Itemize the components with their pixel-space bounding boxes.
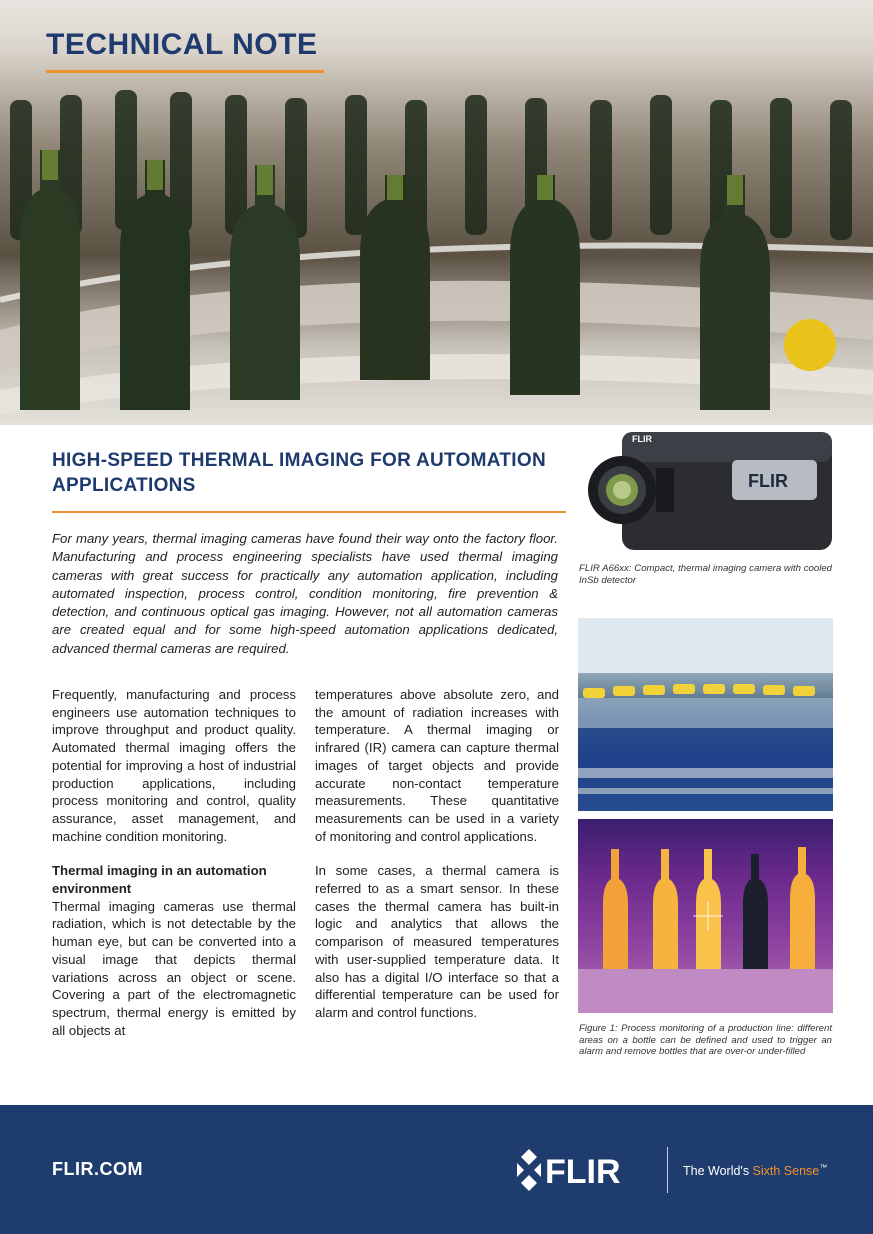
left-column bbox=[52, 686, 296, 1056]
left-paragraph-2: Thermal imaging cameras use thermal radiation, which is not detectable by the human eye, but can be converted into a visual image that depicts thermal variations across an object or scene. Covering a part of the electromagnetic spectrum, thermal energy is emitted by all objects at bbox=[52, 898, 296, 1038]
figure1-caption: Figure 1: Process monitoring of a production line: different areas on a bottle can be defined and used to trigger an alarm and remove bottles that are over-or under-filled bbox=[579, 1023, 832, 1057]
flir-camera-image bbox=[582, 420, 837, 555]
flir-logo[interactable] bbox=[515, 1147, 650, 1193]
footer-url-link[interactable]: FLIR.COM bbox=[52, 1159, 143, 1179]
right-paragraph-1: temperatures above absolute zero, and the amount of radiation increases with temperature. A thermal imaging or infrared (IR) camera can capture thermal images of target objects and provide accurate non-contact temperature measurements. These quantitative measurements can be used in a variety of monitoring and control applications. bbox=[315, 687, 559, 844]
right-column bbox=[315, 686, 559, 1039]
bottle-conveyor-illustration bbox=[0, 0, 873, 425]
left-paragraph-1: Frequently, manufacturing and process engineers use automation techniques to improve throughput and product quality. Automated thermal imaging offers the potential for improving a host of industrial production applications, including process monitoring and control, quality assurance, asset management, and machine condition monitoring. bbox=[52, 687, 296, 844]
title-underline bbox=[46, 70, 324, 73]
tagline-trademark: ™ bbox=[819, 1163, 828, 1172]
camera-caption: FLIR A66xx: Compact, thermal imaging camera with cooled InSb detector bbox=[579, 563, 832, 586]
section-subheading: Thermal imaging in an automation environment bbox=[52, 863, 267, 897]
tagline-accent: Sixth Sense bbox=[752, 1164, 820, 1179]
camera-top-logo: FLIR bbox=[632, 434, 652, 444]
flir-logo-text: FLIR bbox=[545, 1153, 621, 1191]
title-divider bbox=[52, 511, 566, 513]
flir-logo-icon bbox=[517, 1149, 541, 1191]
footer-tagline bbox=[683, 1163, 827, 1178]
intro-paragraph: For many years, thermal imaging cameras have found their way onto the factory floor. Manufacturing and process engineering specialists have used thermal imaging cameras with great success for practically any automation application, including automated inspection, process control, condition monitoring, fire prevention & detection, and continuous optical gas imaging. However, not all automation cameras are created equal and for some high-speed automation applications dedicated, advanced thermal cameras are required. bbox=[52, 531, 558, 656]
camera-brand-label: FLIR bbox=[748, 471, 788, 491]
footer-divider bbox=[667, 1147, 668, 1193]
production-line-photo bbox=[578, 618, 833, 811]
article-title: HIGH-SPEED THERMAL IMAGING FOR AUTOMATION APPLICATIONS bbox=[52, 450, 546, 496]
thermal-bottles-image bbox=[578, 819, 833, 1013]
hero-image bbox=[0, 0, 873, 425]
right-paragraph-2: In some cases, a thermal camera is referred to as a smart sensor. In these cases the thermal camera has built-in logic and analytics that allows the comparison of measured temperatures with user-supplied temperature data. It also has a digital I/O interface so that a differential temperature can be used for alarm and control functions. bbox=[315, 863, 559, 1020]
doc-type-title: TECHNICAL NOTE bbox=[46, 28, 318, 61]
tagline-prefix: The World's bbox=[683, 1164, 753, 1179]
